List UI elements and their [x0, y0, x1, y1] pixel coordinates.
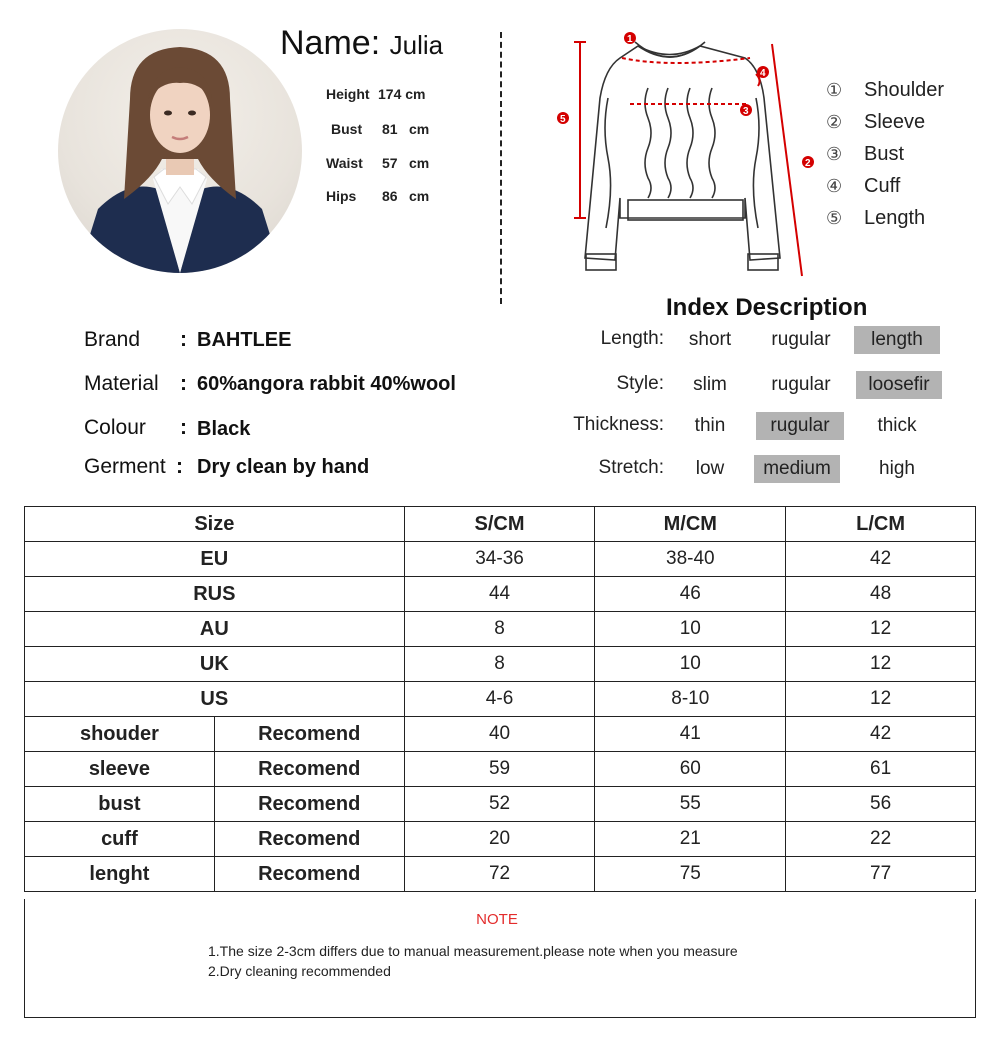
- table-row: [25, 577, 976, 612]
- waist-unit: cm: [409, 155, 430, 171]
- row-label-au: AU: [25, 612, 405, 647]
- colour-value: Black: [197, 418, 251, 440]
- index-length-label: Length:: [600, 328, 664, 349]
- cell: 75: [595, 857, 786, 892]
- row-label-uk: UK: [25, 647, 405, 682]
- index-length-opt-length: length: [854, 326, 940, 354]
- colour-colon: :: [180, 416, 187, 439]
- cell: 12: [786, 647, 976, 682]
- material-value: 60%angora rabbit 40%wool: [197, 373, 456, 395]
- name-label: Name: [280, 24, 371, 62]
- index-thickness-opt-thick: thick: [877, 415, 917, 436]
- cell: 48: [786, 577, 976, 612]
- index-thickness-opt-rugular: rugular: [756, 412, 844, 440]
- cell: 61: [786, 752, 976, 787]
- sweater-diagram: [550, 28, 820, 288]
- row-tag: Recomend: [214, 787, 404, 822]
- legend-item-bust: ③ Bust: [826, 142, 905, 165]
- cell: 4-6: [404, 682, 595, 717]
- index-stretch-opt-low: low: [695, 458, 725, 479]
- marker-1: 1: [627, 34, 633, 45]
- cell: 12: [786, 612, 976, 647]
- height-value: 174 cm: [378, 86, 426, 102]
- note-title: NOTE: [476, 911, 518, 928]
- row-label-lenght: lenght: [25, 857, 215, 892]
- index-style-label: Style:: [616, 373, 664, 394]
- cell: 8: [404, 612, 595, 647]
- index-stretch-label: Stretch:: [598, 457, 664, 478]
- bust-unit: cm: [409, 121, 430, 137]
- model-illustration: [58, 29, 302, 273]
- cell: 21: [595, 822, 786, 857]
- brand-label: Brand: [84, 328, 141, 351]
- index-thickness-opt-thin: thin: [694, 415, 726, 436]
- header-s: S/CM: [404, 507, 595, 542]
- row-tag: Recomend: [214, 717, 404, 752]
- index-title: Index Description: [666, 294, 868, 321]
- cell: 10: [595, 647, 786, 682]
- header-m: M/CM: [595, 507, 786, 542]
- cell: 38-40: [595, 542, 786, 577]
- measurement-legend: [826, 74, 944, 234]
- cell: 34-36: [404, 542, 595, 577]
- brand-colon: :: [180, 328, 187, 351]
- note-line-2: 2.Dry cleaning recommended: [208, 963, 391, 979]
- cell: 72: [404, 857, 595, 892]
- cell: 12: [786, 682, 976, 717]
- table-row: [25, 612, 976, 647]
- brand-value: BAHTLEE: [197, 329, 292, 351]
- legend-item-cuff: ④ Cuff: [826, 174, 901, 197]
- header-l: L/CM: [786, 507, 976, 542]
- cell: 10: [595, 612, 786, 647]
- row-label-sleeve: sleeve: [25, 752, 215, 787]
- cell: 22: [786, 822, 976, 857]
- row-label-bust: bust: [25, 787, 215, 822]
- row-tag: Recomend: [214, 857, 404, 892]
- cell: 8-10: [595, 682, 786, 717]
- size-table: [24, 506, 976, 892]
- marker-4: 4: [760, 68, 766, 79]
- row-tag: Recomend: [214, 822, 404, 857]
- table-row: [25, 682, 976, 717]
- material-label: Material: [84, 372, 159, 395]
- germent-colon: :: [176, 455, 183, 478]
- cell: 42: [786, 542, 976, 577]
- germent-value: Dry clean by hand: [197, 456, 370, 478]
- index-length-opt-short: short: [688, 329, 732, 350]
- cell: 8: [404, 647, 595, 682]
- row-label-shouder: shouder: [25, 717, 215, 752]
- row-tag: Recomend: [214, 752, 404, 787]
- model-photo: [58, 29, 302, 273]
- cell: 46: [595, 577, 786, 612]
- table-row: [25, 752, 976, 787]
- cell: 41: [595, 717, 786, 752]
- legend-item-shoulder: ① Shoulder: [826, 78, 945, 101]
- hips-label: Hips: [326, 188, 357, 204]
- table-row: [25, 857, 976, 892]
- index-stretch-opt-high: high: [879, 458, 915, 479]
- colour-label: Colour: [84, 416, 146, 439]
- model-name-heading: [280, 24, 443, 63]
- row-label-eu: EU: [25, 542, 405, 577]
- index-style-opt-loosefir: loosefir: [856, 371, 942, 399]
- index-style-opt-slim: slim: [693, 374, 727, 395]
- table-row: [25, 717, 976, 752]
- bust-value: 81: [382, 121, 398, 137]
- cell: 77: [786, 857, 976, 892]
- cell: 60: [595, 752, 786, 787]
- index-style-opt-rugular: rugular: [771, 374, 831, 395]
- marker-3: 3: [743, 106, 749, 117]
- waist-label: Waist: [326, 155, 363, 171]
- note-box: [24, 899, 976, 1018]
- hips-value: 86: [382, 188, 398, 204]
- cell: 20: [404, 822, 595, 857]
- dashed-divider: [500, 32, 502, 304]
- table-row: [25, 822, 976, 857]
- cell: 55: [595, 787, 786, 822]
- name-colon: :: [370, 24, 381, 62]
- row-label-rus: RUS: [25, 577, 405, 612]
- table-row: [25, 787, 976, 822]
- row-label-cuff: cuff: [25, 822, 215, 857]
- index-thickness-label: Thickness:: [573, 414, 664, 435]
- index-length-opt-rugular: rugular: [771, 329, 831, 350]
- index-stretch-opt-medium: medium: [754, 455, 840, 483]
- cell: 56: [786, 787, 976, 822]
- header-size: Size: [25, 507, 405, 542]
- note-line-1: 1.The size 2-3cm differs due to manual measurement.please note when you measure: [208, 943, 738, 959]
- legend-item-length: ⑤ Length: [826, 206, 926, 229]
- hips-unit: cm: [409, 188, 430, 204]
- table-header-row: [25, 507, 976, 542]
- cell: 44: [404, 577, 595, 612]
- cell: 59: [404, 752, 595, 787]
- marker-2: 2: [805, 158, 811, 169]
- row-label-us: US: [25, 682, 405, 717]
- legend-item-sleeve: ② Sleeve: [826, 110, 926, 133]
- bust-label: Bust: [331, 121, 363, 137]
- material-colon: :: [180, 372, 187, 395]
- height-label: Height: [326, 86, 370, 102]
- cell: 42: [786, 717, 976, 752]
- cell: 40: [404, 717, 595, 752]
- table-row: [25, 542, 976, 577]
- cell: 52: [404, 787, 595, 822]
- marker-5: 5: [560, 114, 566, 125]
- table-row: [25, 647, 976, 682]
- germent-label: Germent: [84, 455, 166, 478]
- waist-value: 57: [382, 155, 398, 171]
- model-name: Julia: [389, 30, 444, 60]
